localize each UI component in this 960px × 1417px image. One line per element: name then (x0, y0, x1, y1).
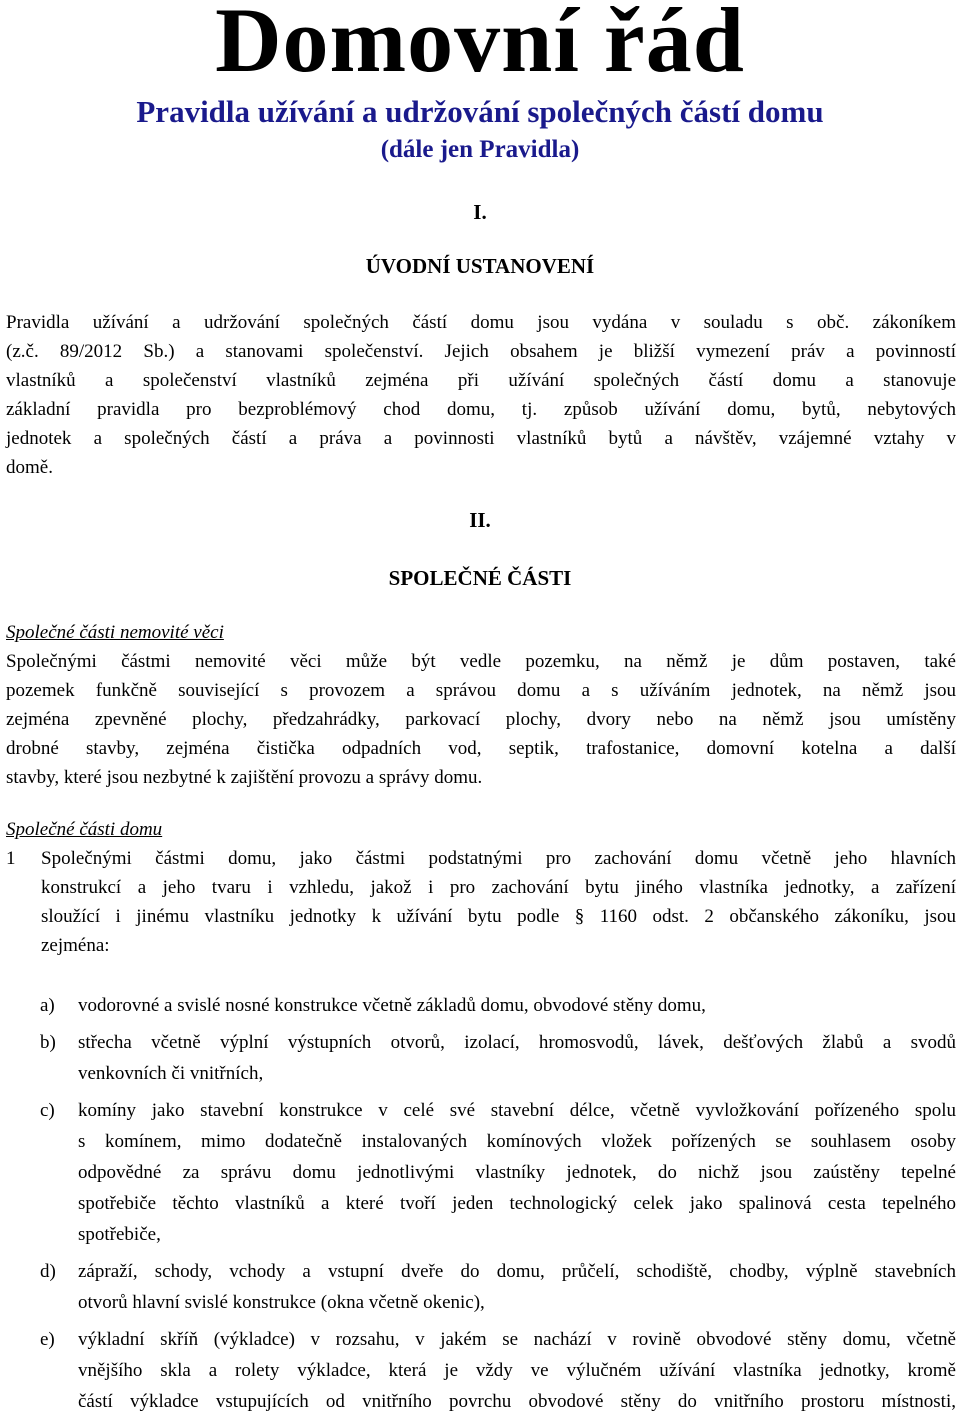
section-2-number: II. (469, 508, 491, 532)
list-item-text (78, 1324, 956, 1417)
section-2-heading: SPOLEČNÉ ČÁSTI (388, 566, 572, 590)
common-parts-list (6, 990, 956, 1417)
list-line: spotřebiče těchto vlastníků a které tvoří jeden technologický celek jako spalinová cesta tepelného (78, 1193, 956, 1214)
paragraph-line: konstrukcí a jeho tvaru i vzhledu, jakož i pro zachování bytu jiného vlastníka jednotky, a zařízení (41, 877, 956, 898)
list-line: komíny jako stavební konstrukce v celé své stavební délce, včetně vyvložkování pořízeného spolu (78, 1100, 956, 1121)
paragraph-line: vlastníků a společenství vlastníků zejména při užívání společných částí domu a stanovuje (6, 370, 956, 391)
list-line: spotřebiče, (78, 1224, 161, 1245)
document-subtitle: Pravidla užívání a udržování společných částí domu (136, 94, 824, 129)
paragraph-line: Pravidla užívání a udržování společných částí domu jsou vydána v souladu s obč. zákoníkem (6, 312, 956, 333)
subsection-heading-house: Společné části domu (6, 819, 163, 840)
list-line: částí výkladce vstupujících od vnitřního povrchu obvodové stěny do vnitřního prostoru místnosti, (78, 1391, 956, 1412)
subsection-property-paragraph (6, 647, 956, 792)
list-item-text (78, 1095, 956, 1250)
paragraph-line: základní pravidla pro bezproblémový chod domu, tj. způsob užívání domu, bytů, nebytových (6, 399, 956, 420)
paragraph-line: drobné stavby, zejména čistička odpadních vod, septik, trafostanice, domovní kotelna a další (6, 738, 956, 759)
paragraph-line: pozemek funkčně související s provozem a správou domu a s užíváním jednotek, na němž jsou (6, 680, 956, 701)
list-line: vnějšího skla a rolety výkladce, která je vždy ve výlučném užívání vlastníka jednotky, kromě (78, 1360, 956, 1381)
list-item (6, 990, 956, 1021)
document-title: Domovní řád (215, 0, 745, 91)
paragraph-line: stavby, které jsou nezbytné k zajištění provozu a správy domu. (6, 767, 483, 788)
paragraph-line: Společnými částmi nemovité věci může být vedle pozemku, na němž je dům postaven, také (6, 651, 956, 672)
list-marker: b) (40, 1032, 56, 1053)
paragraph-line: domě. (6, 457, 53, 478)
paragraph-line: (z.č. 89/2012 Sb.) a stanovami společenství. Jejich obsahem je bližší vymezení práv a povinností (6, 341, 956, 362)
list-item-text (78, 1256, 956, 1318)
section-1-paragraph (6, 308, 956, 482)
paragraph-line: sloužící i jinému vlastníku jednotky k užívání bytu podle § 1160 odst. 2 občanského zákoníku, jsou (41, 906, 956, 927)
paragraph-line: jednotek a společných částí a práva a povinnosti vlastníků bytů a návštěv, vzájemné vztahy v (6, 428, 956, 449)
list-line: střecha včetně výplní výstupních otvorů, izolací, hromosvodů, lávek, dešťových žlabů a svodů (78, 1032, 956, 1053)
list-item (6, 1324, 956, 1417)
list-marker: a) (40, 995, 55, 1016)
list-item-text (78, 990, 956, 1021)
paragraph-line: zejména: (41, 935, 110, 956)
paragraph-line: zejména zpevněné plochy, předzahrádky, parkovací plochy, dvory nebo na němž jsou umístěny (6, 709, 956, 730)
list-item (6, 1256, 956, 1318)
list-item-text (78, 1027, 956, 1089)
list-item (6, 1027, 956, 1089)
list-line: výkladní skříň (výkladce) v rozsahu, v jakém se nachází v rovině obvodové stěny domu, včetně (78, 1329, 956, 1350)
section-1-heading: ÚVODNÍ USTANOVENÍ (365, 254, 595, 278)
section-1-number: I. (473, 200, 487, 224)
list-line: s komínem, mimo dodatečně instalovaných komínových vložek pořízených se souhlasem osoby (78, 1131, 956, 1152)
list-line: venkovních či vnitřních, (78, 1063, 264, 1084)
numbered-paragraph-body (41, 844, 956, 960)
list-marker: c) (40, 1100, 55, 1121)
list-line: vodorovné a svislé nosné konstrukce včetně základů domu, obvodové stěny domu, (78, 995, 706, 1016)
list-line: otvorů hlavní svislé konstrukce (okna včetně okenic), (78, 1292, 485, 1313)
paragraph-number: 1 (6, 848, 16, 869)
list-line: odpovědné za správu domu jednotlivými vlastníky jednotek, do nichž jsou zaústěny tepelné (78, 1162, 956, 1183)
subsection-heading-property: Společné části nemovité věci (6, 622, 224, 643)
list-line: zápraží, schody, vchody a vstupní dveře do domu, průčelí, schodiště, chodby, výplně stavebních (78, 1261, 956, 1282)
list-item (6, 1095, 956, 1250)
paragraph-line: Společnými částmi domu, jako částmi podstatnými pro zachování domu včetně jeho hlavních (41, 848, 956, 869)
list-marker: e) (40, 1329, 55, 1350)
document-subnote: (dále jen Pravidla) (380, 136, 580, 163)
list-marker: d) (40, 1261, 56, 1282)
